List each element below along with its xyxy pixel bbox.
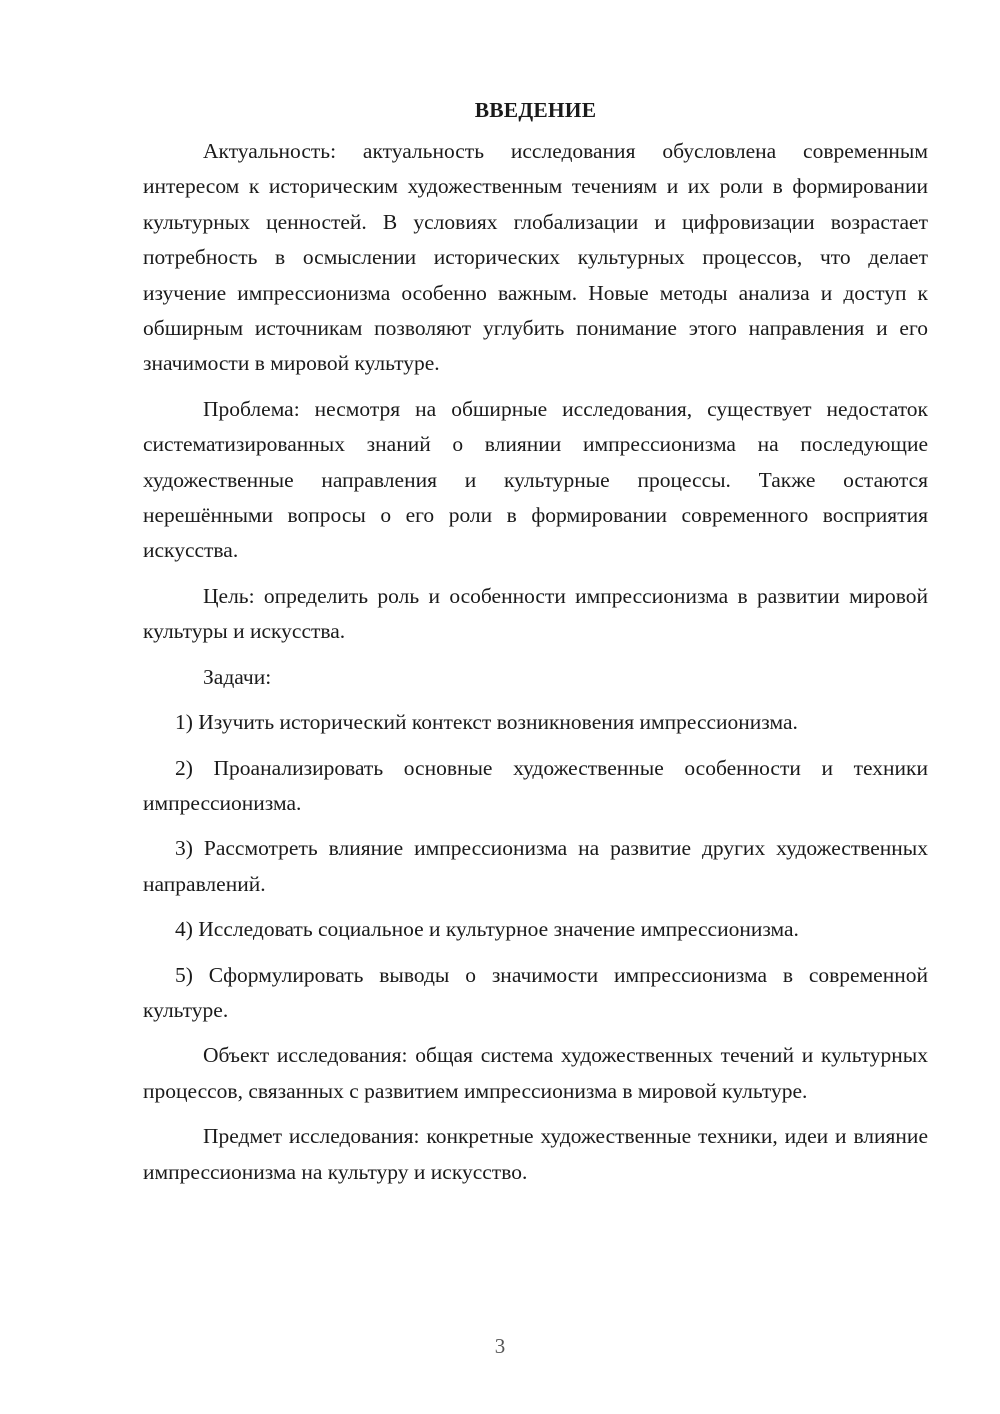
page-content: [143, 93, 928, 1190]
paragraph-problem: Проблема: несмотря на обширные исследования, существует недостаток систематизированных знаний о влиянии импрессионизма на последующие художественные направления и культурные процессы. Также остаются нерешёнными вопросы о его роли в формировании современного восприятия искусства.: [143, 396, 928, 563]
task-item-5: 5) Сформулировать выводы о значимости импрессионизма в современной культуре.: [143, 962, 928, 1022]
task-item-3: 3) Рассмотреть влияние импрессионизма на развитие других художественных направлений.: [143, 836, 928, 896]
task-item-4: 4) Исследовать социальное и культурное значение импрессионизма.: [175, 917, 799, 942]
task-item-2: 2) Проанализировать основные художественные особенности и техники импрессионизма.: [143, 755, 928, 815]
page-number: 3: [494, 1334, 506, 1358]
paragraph-subject: Предмет исследования: конкретные художественные техники, идеи и влияние импрессионизма на культуру и искусство.: [143, 1124, 928, 1184]
paragraph-object: Объект исследования: общая система художественных течений и культурных процессов, связанных с развитием импрессионизма в мировой культуре.: [143, 1043, 928, 1103]
paragraph-relevance: Актуальность: актуальность исследования обусловлена современным интересом к историческим художественным течениям и их роли в формировании культурных ценностей. В условиях глобализации и цифровизации возрастает потребность в осмыслении исторических культурных процессов, что делает изучение импрессионизма особенно важным. Новые методы анализа и доступ к обширным источникам позволяют углубить понимание этого направления и его значимости в мировой культуре.: [143, 139, 928, 376]
tasks-heading: Задачи:: [203, 664, 272, 689]
page-title: ВВЕДЕНИЕ: [474, 98, 597, 122]
task-item-1: 1) Изучить исторический контекст возникновения импрессионизма.: [175, 710, 798, 735]
paragraph-goal: Цель: определить роль и особенности импрессионизма в развитии мировой культуры и искусства.: [143, 583, 928, 644]
